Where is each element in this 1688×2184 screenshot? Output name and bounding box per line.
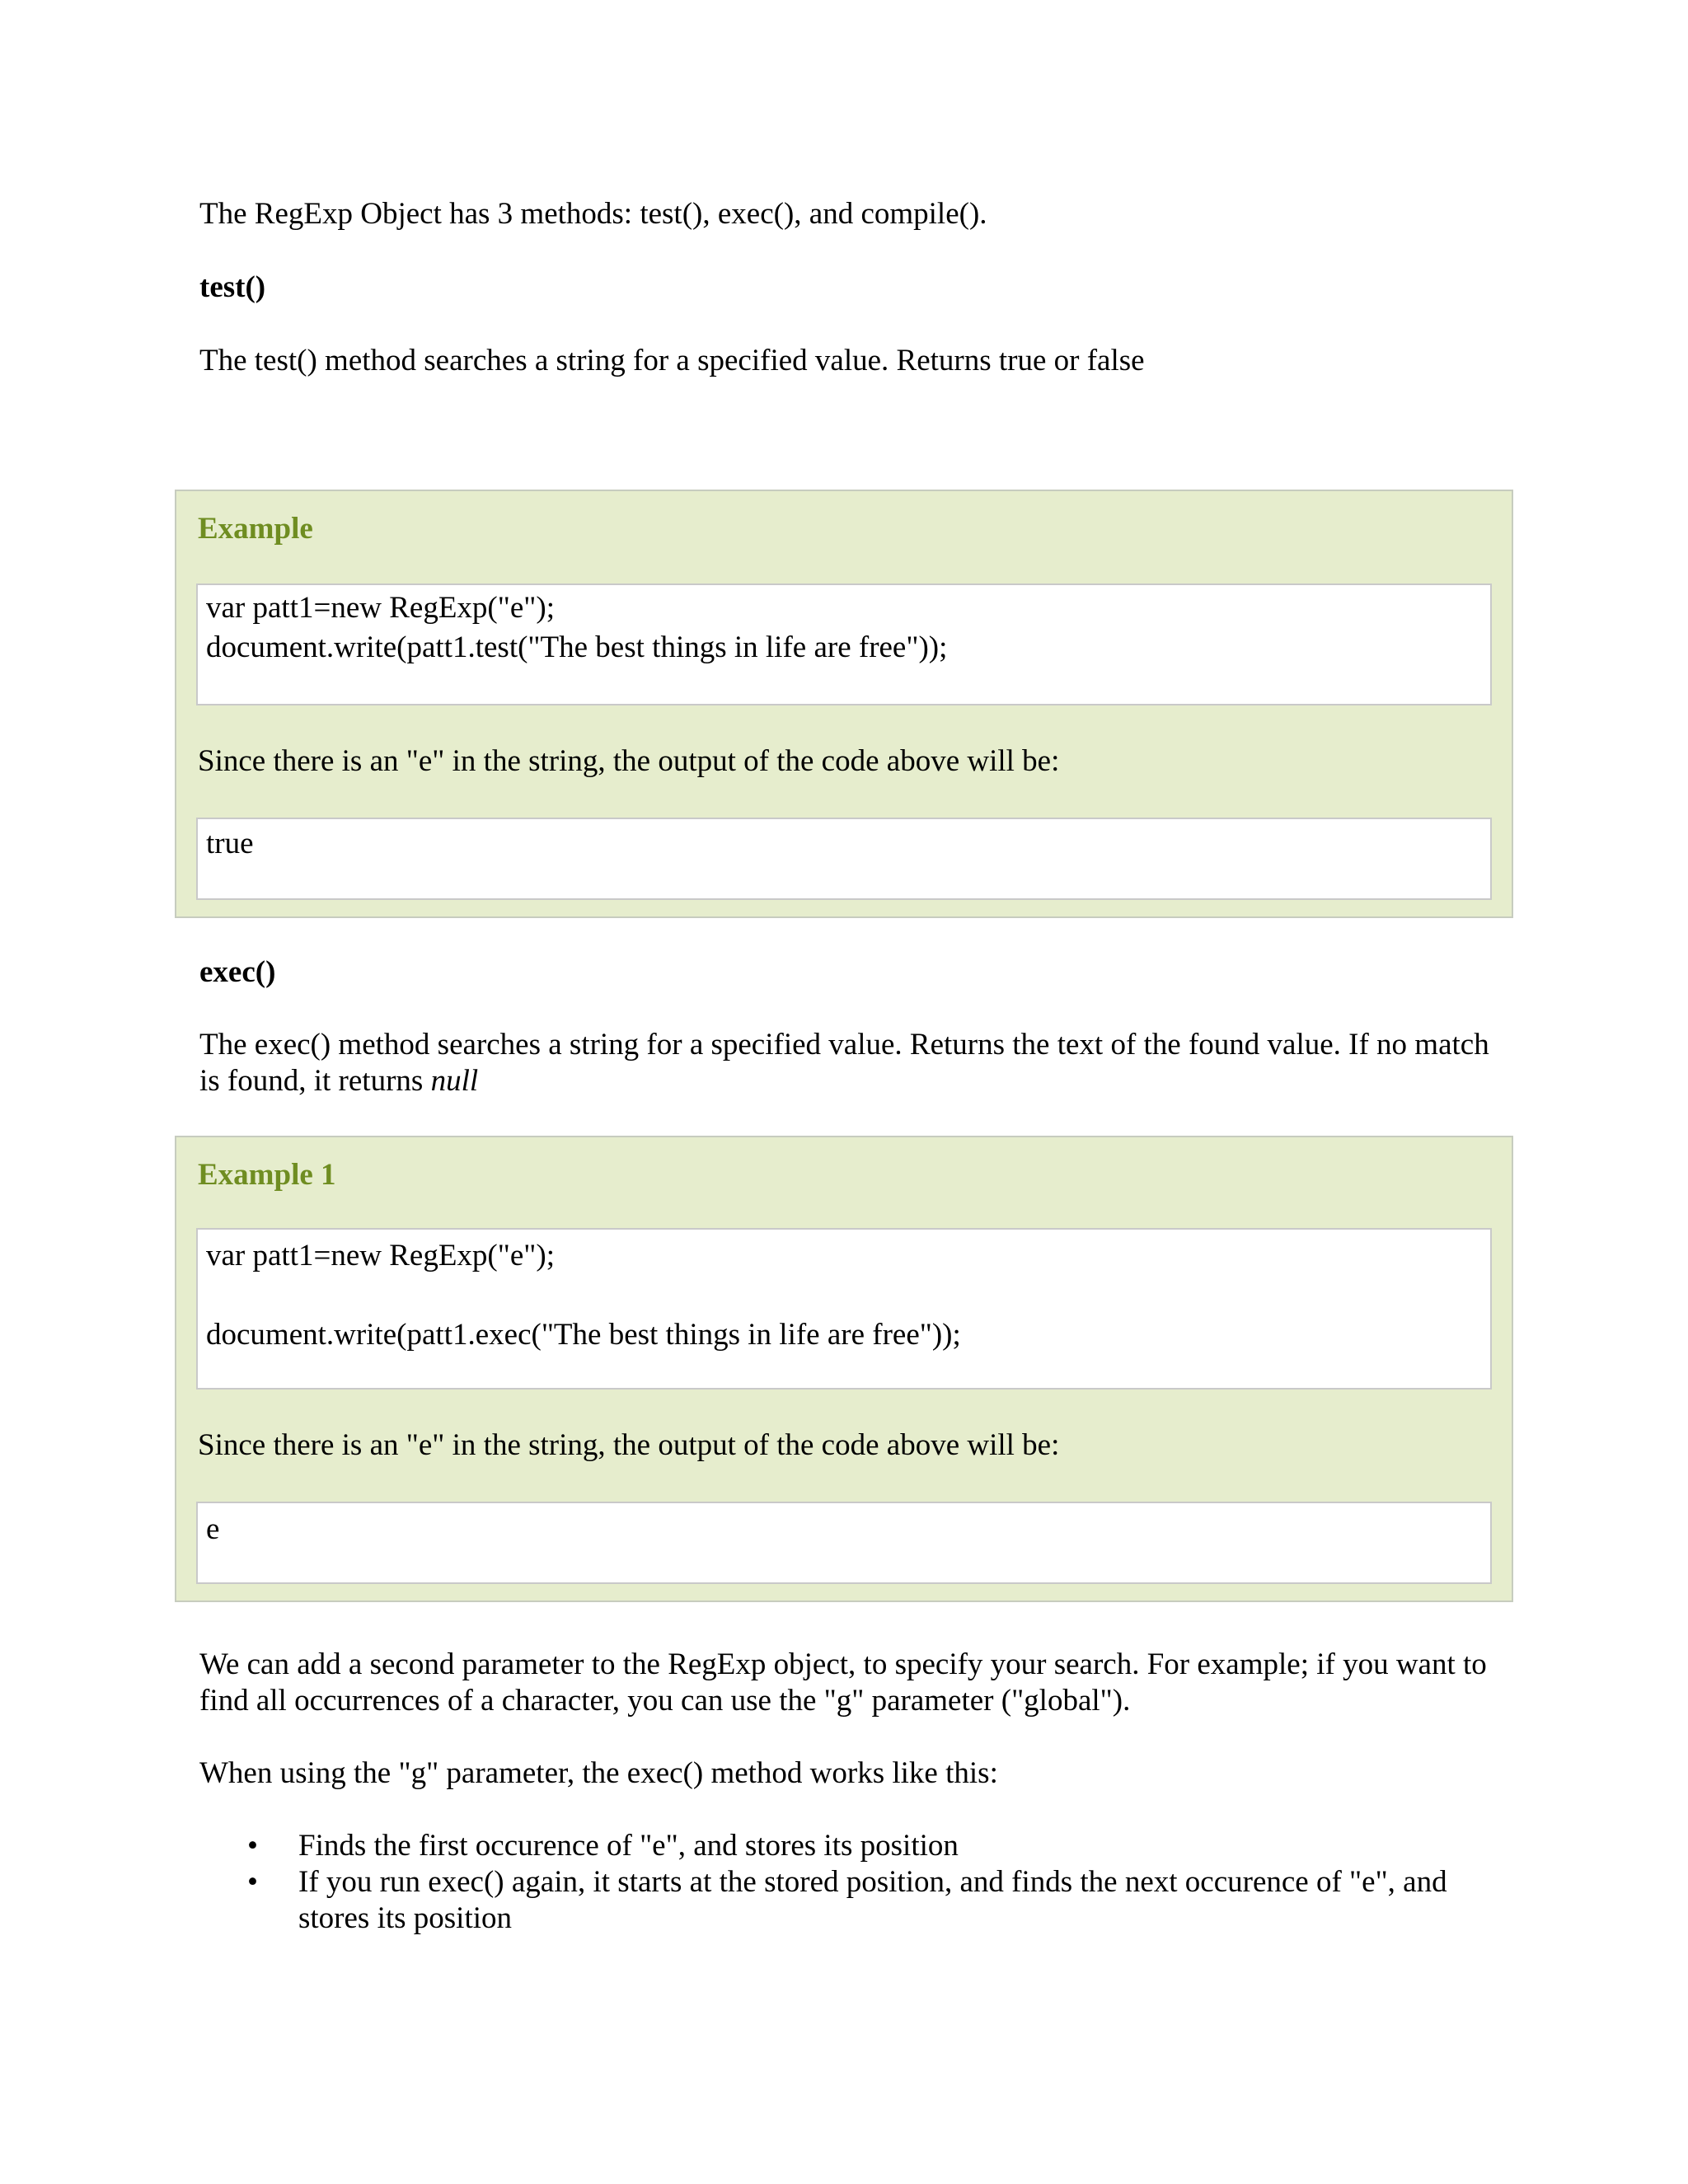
bullet-glyph: • bbox=[247, 1865, 258, 1899]
list-item-text: Finds the first occurence of "e", and stores its position bbox=[298, 1829, 959, 1863]
exec-example-title: Example 1 bbox=[198, 1158, 336, 1192]
list-item bbox=[199, 1828, 1485, 1864]
exec-code-box bbox=[196, 1228, 1492, 1390]
exec-description-text: The exec() method searches a string for a specified value. Returns the text of the found value. If no match is found, it returns bbox=[199, 1028, 1489, 1098]
code-line: var patt1=new RegExp("e"); bbox=[206, 591, 555, 625]
code-line: document.write(patt1.test("The best things in life are free")); bbox=[206, 630, 948, 664]
null-keyword: null bbox=[430, 1064, 479, 1098]
g-intro-paragraph: When using the "g" parameter, the exec() method works like this: bbox=[199, 1756, 998, 1790]
exec-output-box bbox=[196, 1502, 1492, 1584]
exec-example-box bbox=[175, 1136, 1513, 1602]
test-code-box bbox=[196, 583, 1492, 705]
intro-paragraph: The RegExp Object has 3 methods: test(), exec(), and compile(). bbox=[199, 197, 987, 231]
exec-behaviour-list bbox=[199, 1828, 1485, 1937]
exec-example-note: Since there is an "e" in the string, the output of the code above will be: bbox=[198, 1428, 1060, 1462]
output-value: true bbox=[206, 827, 254, 860]
list-item bbox=[199, 1864, 1485, 1937]
bullet-glyph: • bbox=[247, 1829, 258, 1863]
code-line: document.write(patt1.exec("The best things in life are free")); bbox=[206, 1318, 961, 1352]
global-paragraph: We can add a second parameter to the RegExp object, to specify your search. For example; if you want to find all occurrences of a character, you can use the "g" parameter ("global"). bbox=[199, 1647, 1487, 1718]
list-item-text: If you run exec() again, it starts at the stored position, and finds the next occurence of "e", and stores its position bbox=[298, 1865, 1447, 1935]
test-example-note: Since there is an "e" in the string, the output of the code above will be: bbox=[198, 744, 1060, 778]
test-example-title: Example bbox=[198, 512, 313, 546]
exec-heading: exec() bbox=[199, 955, 276, 989]
test-output-box bbox=[196, 818, 1492, 900]
test-example-box bbox=[175, 490, 1513, 918]
exec-description bbox=[199, 1027, 1502, 1099]
output-value: e bbox=[206, 1512, 220, 1546]
test-description: The test() method searches a string for a specified value. Returns true or false bbox=[199, 344, 1145, 377]
code-line: var patt1=new RegExp("e"); bbox=[206, 1239, 555, 1272]
test-heading: test() bbox=[199, 270, 266, 304]
